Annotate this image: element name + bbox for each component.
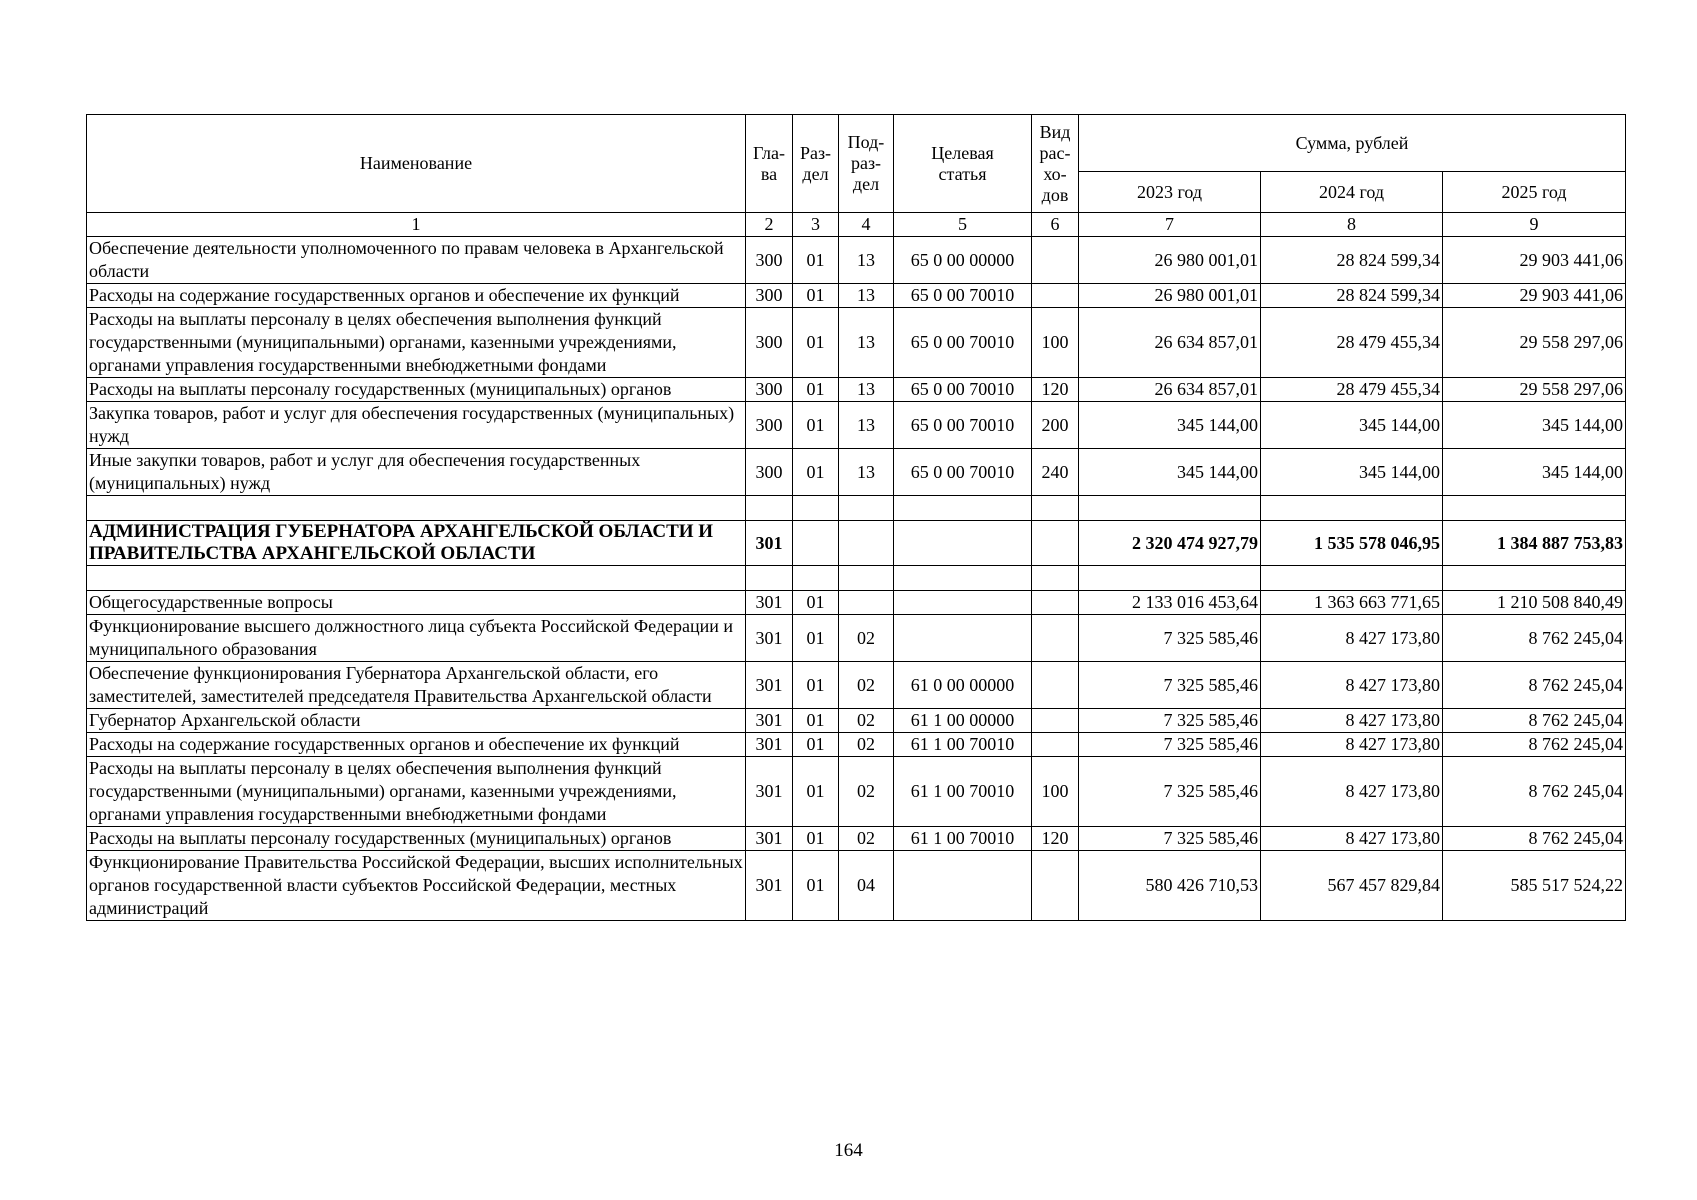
row-razdel: 01 [793, 851, 839, 921]
row-sum-2025: 585 517 524,22 [1443, 851, 1626, 921]
budget-table [86, 114, 1626, 921]
row-sum-2024: 8 427 173,80 [1261, 662, 1443, 709]
row-sum-2025: 29 903 441,06 [1443, 237, 1626, 284]
row-podrazdel [839, 566, 894, 591]
row-sum-2025: 345 144,00 [1443, 402, 1626, 449]
row-tselevaya-statya [894, 521, 1032, 566]
row-razdel: 01 [793, 449, 839, 496]
column-number: 4 [839, 213, 894, 237]
row-vid-raskhodov: 100 [1032, 308, 1079, 378]
column-number: 7 [1079, 213, 1261, 237]
row-sum-2024 [1261, 566, 1443, 591]
table-row [87, 709, 1626, 733]
row-glava: 301 [746, 521, 793, 566]
row-podrazdel: 13 [839, 284, 894, 308]
row-glava: 301 [746, 662, 793, 709]
row-sum-2024: 8 427 173,80 [1261, 733, 1443, 757]
row-sum-2025: 8 762 245,04 [1443, 827, 1626, 851]
row-tselevaya-statya [894, 496, 1032, 521]
row-razdel: 01 [793, 662, 839, 709]
row-sum-2024: 1 535 578 046,95 [1261, 521, 1443, 566]
row-glava: 300 [746, 402, 793, 449]
row-sum-2024: 8 427 173,80 [1261, 827, 1443, 851]
row-tselevaya-statya: 61 1 00 00000 [894, 709, 1032, 733]
row-name: Расходы на выплаты персоналу государственных (муниципальных) органов [87, 827, 746, 851]
row-tselevaya-statya [894, 851, 1032, 921]
column-numbers-row [87, 213, 1626, 237]
table-row [87, 378, 1626, 402]
row-tselevaya-statya: 61 1 00 70010 [894, 827, 1032, 851]
row-podrazdel: 02 [839, 733, 894, 757]
row-sum-2023 [1079, 566, 1261, 591]
header-year-2024: 2024 год [1261, 172, 1443, 213]
row-razdel: 01 [793, 615, 839, 662]
column-number: 8 [1261, 213, 1443, 237]
row-vid-raskhodov [1032, 733, 1079, 757]
row-razdel: 01 [793, 709, 839, 733]
row-tselevaya-statya [894, 615, 1032, 662]
row-razdel: 01 [793, 757, 839, 827]
row-tselevaya-statya: 65 0 00 70010 [894, 284, 1032, 308]
row-glava: 301 [746, 591, 793, 615]
table-row [87, 237, 1626, 284]
row-sum-2023: 26 980 001,01 [1079, 237, 1261, 284]
row-razdel [793, 566, 839, 591]
row-podrazdel: 04 [839, 851, 894, 921]
row-vid-raskhodov [1032, 284, 1079, 308]
row-name [87, 496, 746, 521]
empty-row [87, 566, 1626, 591]
table-row [87, 733, 1626, 757]
row-vid-raskhodov: 120 [1032, 378, 1079, 402]
row-tselevaya-statya: 65 0 00 70010 [894, 378, 1032, 402]
row-name: Иные закупки товаров, работ и услуг для обеспечения государственных (муниципальных) нужд [87, 449, 746, 496]
header-vid-raskhodov: Вид рас- хо- дов [1032, 115, 1079, 213]
row-sum-2023: 26 634 857,01 [1079, 308, 1261, 378]
row-name: Функционирование высшего должностного лица субъекта Российской Федерации и муниципального образования [87, 615, 746, 662]
row-razdel: 01 [793, 402, 839, 449]
row-sum-2023: 2 320 474 927,79 [1079, 521, 1261, 566]
column-number: 5 [894, 213, 1032, 237]
row-sum-2023: 7 325 585,46 [1079, 733, 1261, 757]
header-tselevaya-statya: Целевая статья [894, 115, 1032, 213]
row-name: Губернатор Архангельской области [87, 709, 746, 733]
table-row [87, 591, 1626, 615]
row-tselevaya-statya: 65 0 00 70010 [894, 449, 1032, 496]
row-glava: 300 [746, 308, 793, 378]
row-vid-raskhodov [1032, 566, 1079, 591]
budget-table-container [86, 114, 1625, 921]
row-sum-2024: 8 427 173,80 [1261, 757, 1443, 827]
row-sum-2025: 1 384 887 753,83 [1443, 521, 1626, 566]
row-vid-raskhodov [1032, 591, 1079, 615]
table-row [87, 827, 1626, 851]
column-number: 6 [1032, 213, 1079, 237]
row-vid-raskhodov: 100 [1032, 757, 1079, 827]
row-sum-2025: 29 558 297,06 [1443, 378, 1626, 402]
column-number: 1 [87, 213, 746, 237]
row-razdel: 01 [793, 378, 839, 402]
row-name: Обеспечение деятельности уполномоченного по правам человека в Архангельской области [87, 237, 746, 284]
row-sum-2023: 26 634 857,01 [1079, 378, 1261, 402]
row-tselevaya-statya: 61 1 00 70010 [894, 757, 1032, 827]
page-number: 164 [834, 1140, 863, 1161]
row-sum-2025: 345 144,00 [1443, 449, 1626, 496]
column-number: 9 [1443, 213, 1626, 237]
row-name: Общегосударственные вопросы [87, 591, 746, 615]
row-sum-2025: 8 762 245,04 [1443, 709, 1626, 733]
table-row [87, 521, 1626, 566]
row-sum-2024 [1261, 496, 1443, 521]
row-sum-2023: 7 325 585,46 [1079, 615, 1261, 662]
row-sum-2025 [1443, 566, 1626, 591]
row-podrazdel: 02 [839, 662, 894, 709]
row-sum-2025: 29 558 297,06 [1443, 308, 1626, 378]
row-razdel: 01 [793, 827, 839, 851]
row-sum-2023: 26 980 001,01 [1079, 284, 1261, 308]
row-vid-raskhodov [1032, 851, 1079, 921]
row-name: Расходы на содержание государственных органов и обеспечение их функций [87, 284, 746, 308]
row-tselevaya-statya: 61 1 00 70010 [894, 733, 1032, 757]
row-glava: 300 [746, 378, 793, 402]
row-tselevaya-statya [894, 591, 1032, 615]
row-sum-2025: 8 762 245,04 [1443, 662, 1626, 709]
column-number: 3 [793, 213, 839, 237]
row-name: Функционирование Правительства Российской Федерации, высших исполнительных органов государственной власти субъектов Российской Федерации, местных администраций [87, 851, 746, 921]
row-sum-2024: 28 824 599,34 [1261, 284, 1443, 308]
row-sum-2024: 28 479 455,34 [1261, 378, 1443, 402]
row-name: Закупка товаров, работ и услуг для обеспечения государственных (муниципальных) нужд [87, 402, 746, 449]
row-podrazdel: 02 [839, 827, 894, 851]
header-glava: Гла- ва [746, 115, 793, 213]
row-razdel: 01 [793, 733, 839, 757]
row-podrazdel: 13 [839, 378, 894, 402]
row-podrazdel [839, 591, 894, 615]
column-number: 2 [746, 213, 793, 237]
row-podrazdel: 13 [839, 449, 894, 496]
row-glava: 300 [746, 237, 793, 284]
row-sum-2023: 7 325 585,46 [1079, 662, 1261, 709]
row-tselevaya-statya: 61 0 00 00000 [894, 662, 1032, 709]
row-glava: 300 [746, 284, 793, 308]
row-tselevaya-statya [894, 566, 1032, 591]
row-sum-2024: 1 363 663 771,65 [1261, 591, 1443, 615]
row-sum-2023: 345 144,00 [1079, 402, 1261, 449]
row-vid-raskhodov: 120 [1032, 827, 1079, 851]
row-vid-raskhodov: 240 [1032, 449, 1079, 496]
row-sum-2024: 28 824 599,34 [1261, 237, 1443, 284]
row-sum-2024: 28 479 455,34 [1261, 308, 1443, 378]
row-sum-2024: 8 427 173,80 [1261, 615, 1443, 662]
row-sum-2024: 567 457 829,84 [1261, 851, 1443, 921]
row-sum-2025: 8 762 245,04 [1443, 733, 1626, 757]
row-name [87, 566, 746, 591]
row-vid-raskhodov [1032, 237, 1079, 284]
row-glava: 300 [746, 449, 793, 496]
row-sum-2025: 1 210 508 840,49 [1443, 591, 1626, 615]
row-tselevaya-statya: 65 0 00 70010 [894, 402, 1032, 449]
row-podrazdel: 13 [839, 308, 894, 378]
row-sum-2024: 8 427 173,80 [1261, 709, 1443, 733]
row-sum-2025 [1443, 496, 1626, 521]
row-tselevaya-statya: 65 0 00 70010 [894, 308, 1032, 378]
table-row [87, 402, 1626, 449]
row-sum-2023: 7 325 585,46 [1079, 709, 1261, 733]
row-razdel: 01 [793, 591, 839, 615]
header-summa: Сумма, рублей [1079, 115, 1626, 172]
row-razdel: 01 [793, 308, 839, 378]
row-sum-2023: 7 325 585,46 [1079, 827, 1261, 851]
row-name: АДМИНИСТРАЦИЯ ГУБЕРНАТОРА АРХАНГЕЛЬСКОЙ ОБЛАСТИ И ПРАВИТЕЛЬСТВА АРХАНГЕЛЬСКОЙ ОБЛАСТИ [87, 521, 746, 566]
row-glava [746, 566, 793, 591]
row-podrazdel: 02 [839, 615, 894, 662]
table-row [87, 757, 1626, 827]
row-sum-2023: 580 426 710,53 [1079, 851, 1261, 921]
row-glava: 301 [746, 733, 793, 757]
table-row [87, 308, 1626, 378]
row-podrazdel: 13 [839, 237, 894, 284]
row-razdel: 01 [793, 237, 839, 284]
row-vid-raskhodov [1032, 521, 1079, 566]
row-tselevaya-statya: 65 0 00 00000 [894, 237, 1032, 284]
row-sum-2023 [1079, 496, 1261, 521]
row-sum-2025: 8 762 245,04 [1443, 757, 1626, 827]
row-sum-2023: 345 144,00 [1079, 449, 1261, 496]
header-podrazdel: Под- раз- дел [839, 115, 894, 213]
table-body [87, 237, 1626, 921]
header-razdel: Раз- дел [793, 115, 839, 213]
row-glava: 301 [746, 709, 793, 733]
row-vid-raskhodov [1032, 615, 1079, 662]
table-row [87, 449, 1626, 496]
row-name: Расходы на содержание государственных органов и обеспечение их функций [87, 733, 746, 757]
row-sum-2023: 7 325 585,46 [1079, 757, 1261, 827]
table-row [87, 615, 1626, 662]
row-sum-2025: 8 762 245,04 [1443, 615, 1626, 662]
row-razdel [793, 521, 839, 566]
header-year-2025: 2025 год [1443, 172, 1626, 213]
row-sum-2024: 345 144,00 [1261, 449, 1443, 496]
row-razdel: 01 [793, 284, 839, 308]
row-sum-2024: 345 144,00 [1261, 402, 1443, 449]
row-name: Обеспечение функционирования Губернатора Архангельской области, его заместителей, заместителей председателя Правительства Архангельской области [87, 662, 746, 709]
row-name: Расходы на выплаты персоналу государственных (муниципальных) органов [87, 378, 746, 402]
row-sum-2023: 2 133 016 453,64 [1079, 591, 1261, 615]
row-vid-raskhodov [1032, 496, 1079, 521]
row-glava [746, 496, 793, 521]
row-glava: 301 [746, 757, 793, 827]
table-row [87, 662, 1626, 709]
table-row [87, 851, 1626, 921]
row-podrazdel [839, 521, 894, 566]
row-name: Расходы на выплаты персоналу в целях обеспечения выполнения функций государственными (муниципальными) органами, казенными учреждениями, органами управления государственными внебюджетными фондами [87, 308, 746, 378]
row-podrazdel: 02 [839, 757, 894, 827]
row-glava: 301 [746, 827, 793, 851]
empty-row [87, 496, 1626, 521]
row-name: Расходы на выплаты персоналу в целях обеспечения выполнения функций государственными (муниципальными) органами, казенными учреждениями, органами управления государственными внебюджетными фондами [87, 757, 746, 827]
table-row [87, 284, 1626, 308]
header-name: Наименование [87, 115, 746, 213]
row-sum-2025: 29 903 441,06 [1443, 284, 1626, 308]
row-vid-raskhodov [1032, 662, 1079, 709]
row-glava: 301 [746, 851, 793, 921]
row-razdel [793, 496, 839, 521]
row-glava: 301 [746, 615, 793, 662]
row-podrazdel: 13 [839, 402, 894, 449]
row-podrazdel [839, 496, 894, 521]
header-year-2023: 2023 год [1079, 172, 1261, 213]
row-vid-raskhodov: 200 [1032, 402, 1079, 449]
row-vid-raskhodov [1032, 709, 1079, 733]
row-podrazdel: 02 [839, 709, 894, 733]
